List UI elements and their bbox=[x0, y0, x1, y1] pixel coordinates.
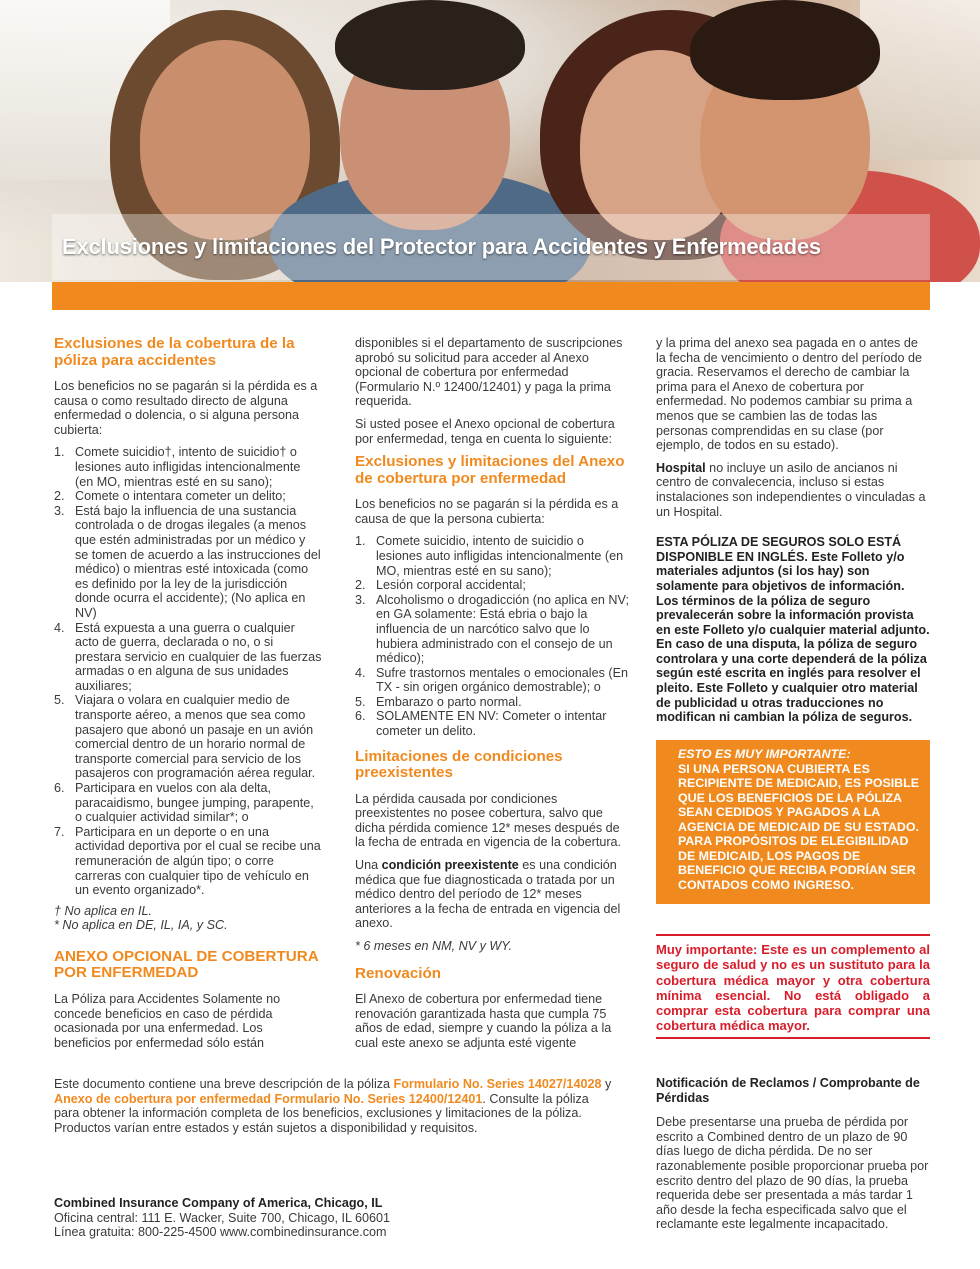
policy-description: Este documento contiene una breve descripción de la póliza Formulario No. Series 14027/14028 y Anexo de cobertura por enfermedad Formulario No. Series 12400/12401. Consulte la póliza para obtener la información completa de los beneficios, exclusiones y limitaciones de la póliza. Productos varían entre estados y están sujetos a disponibilidad y requisitos. bbox=[54, 1077, 612, 1135]
divider bbox=[656, 934, 930, 936]
hero-photo bbox=[0, 0, 980, 282]
claims-title: Notificación de Reclamos / Comprobante de Pérdidas bbox=[656, 1076, 920, 1105]
divider bbox=[656, 1037, 930, 1039]
paragraph: Una condición preexistente es una condición médica que fue diagnosticada o tratada por un médico dentro del período de 12* meses anteriores a la fecha de entrada en vigencia del anexo. bbox=[355, 858, 621, 931]
paragraph: El Anexo de cobertura por enfermedad tiene renovación garantizada hasta que cumpla 75 años de edad, siempre y cuando la póliza a la cual este anexo se adjunta esté vigente bbox=[355, 992, 612, 1050]
paragraph: Si usted posee el Anexo opcional de cobertura por enfermedad, tenga en cuenta lo siguiente: bbox=[355, 416, 615, 446]
footnote: * No aplica en DE, IL, IA, y SC. bbox=[54, 918, 228, 933]
notice-text: SI UNA PERSONA CUBIERTA ES RECIPIENTE DE MEDICAID, ES POSIBLE QUE LOS BENEFICIOS DE LA PÓLIZA SEAN CEDIDOS Y PAGADOS A LA AGENCIA DE MEDICAID DE SU ESTADO. PARA PROPÓSITOS DE ELEGIBILIDAD DE MEDICAID, LOS PAGOS DE BENEFICIO QUE RECIBA PODRÍAN SER CONTADOS COMO INGRESO. bbox=[678, 761, 919, 892]
list-item: 6. Participara en vuelos con ala delta, paracaidismo, bungee jumping, parapente, o cualquier actividad similar*; o bbox=[54, 781, 314, 825]
list-item: 6. SOLAMENTE EN NV: Cometer o intentar cometer un delito. bbox=[355, 709, 607, 739]
orange-bar bbox=[52, 282, 930, 310]
company-name: Combined Insurance Company of America, Chicago, IL bbox=[54, 1196, 383, 1210]
paragraph: Los beneficios no se pagarán si la pérdida es a causa de que la persona cubierta: bbox=[355, 497, 619, 526]
company-info bbox=[54, 1196, 614, 1240]
paragraph: La Póliza para Accidentes Solamente no concede beneficios en caso de pérdida ocasionada por una enfermedad. Los beneficios por enfermedad sólo están bbox=[54, 991, 281, 1050]
section-heading-renewal: Renovación bbox=[355, 964, 442, 982]
section-heading-preexisting: Limitaciones de condiciones preexistentes bbox=[355, 747, 563, 782]
list-item: 5. Viajara o volara en cualquier medio de transporte aéreo, a menos que sea como pasajero que abonó un pasaje en un avión comercial dentro de un horario normal de transporte comercial para servicio de los pasajeros con programación aérea regular. bbox=[54, 693, 316, 781]
exclusion-list bbox=[54, 445, 322, 897]
english-only-notice: ESTA PÓLIZA DE SEGUROS SOLO ESTÁ DISPONIBLE EN INGLÉS. Este Folleto y/o materiales adjuntos (si los hay) son solamente para objetivos de información. Los términos de la póliza de seguro prevalecerán sobre la información provista en este Folleto y/o cualquier material adjunto. En caso de una disputa, la póliza de seguro controlara y una corte dependerá de la póliza según esté escrita en inglés para resolver el pleito. Este Folleto y cualquier otro material de publicidad u otras traducciones no modifican ni cambian la póliza de seguros. bbox=[656, 535, 930, 725]
list-item: 7. Participara en un deporte o en una actividad deportiva por el cual se recibe una remuneración de algún tipo; o corre carreras con cualquier tipo de vehículo en un evento organizado*. bbox=[54, 824, 321, 898]
father-hair bbox=[335, 0, 525, 90]
column-3 bbox=[656, 336, 930, 733]
list-item: 2. Lesión corporal accidental; bbox=[355, 578, 526, 593]
list-item: 2. Comete o intentara cometer un delito; bbox=[54, 489, 286, 504]
list-item: 1. Comete suicidio, intento de suicidio o lesiones auto infligidas intencionalmente (en MO, mientras esté en su sano); bbox=[355, 534, 624, 578]
section-heading-rider-exclusions: Exclusiones y limitaciones del Anexo de cobertura por enfermedad bbox=[355, 453, 625, 487]
list-item: 4. Sufre trastornos mentales o emocionales (En TX - sin origen orgánico demostrable); o bbox=[355, 665, 628, 695]
section-heading-accident-exclusions: Exclusiones de la cobertura de la póliza para accidentes bbox=[54, 335, 295, 369]
list-item: 3. Alcoholismo o drogadicción (no aplica en NV; en GA solamente: Está ebria o bajo la influencia de un narcótico salvo que lo hubiera administrado con el consejo de un médico); bbox=[355, 592, 629, 666]
list-item: 4. Está expuesta a una guerra o cualquier acto de guerra, declarada o no, o si prestara servicio en cualquier de las fuerzas armadas o en alguna de sus unidades auxiliares; bbox=[54, 620, 322, 693]
paragraph: Los beneficios no se pagarán si la pérdida es a causa o como resultado directo de alguna enfermedad o dolencia, o si alguna persona cubierta: bbox=[54, 379, 318, 437]
exclusion-list bbox=[355, 534, 631, 738]
paragraph: y la prima del anexo sea pagada en o antes de la fecha de vencimiento o dentro del período de gracia. Reservamos el derecho de cambiar la prima para el Anexo de cobertura por enfermedad. No podemos cambiar su prima a menos que se cambien las de todas las personas comprendidas en su clase (por ejemplo, de todos en su estado). bbox=[656, 336, 923, 453]
notice-title: ESTO ES MUY IMPORTANTE: bbox=[678, 747, 851, 761]
page-title: Exclusiones y limitaciones del Protector para Accidentes y Enfermedades bbox=[62, 234, 821, 259]
claims-notice bbox=[656, 1076, 930, 1240]
footnote: † No aplica en IL. bbox=[54, 903, 153, 918]
footnote: * 6 meses en NM, NV y WY. bbox=[355, 939, 513, 953]
section-heading-optional-rider: ANEXO OPCIONAL DE COBERTURA POR ENFERMEDAD bbox=[54, 947, 319, 982]
important-red-notice: Muy importante: Este es un complemento al seguro de salud y no es un sustituto para la cobertura médica mayor y otra cobertura mínima esencial. No está obligado a comprar esta cobertura para comprar una cobertura médica mayor. bbox=[656, 942, 930, 1034]
list-item: 5. Embarazo o parto normal. bbox=[355, 694, 522, 709]
paragraph: Hospital no incluye un asilo de ancianos ni centro de convalecencia, incluso si estas instalaciones son independientes o vinculadas a un Hospital. bbox=[656, 460, 926, 519]
claims-text: Debe presentarse una prueba de pérdida por escrito a Combined dentro de un plazo de 90 días luego de dicha pérdida. De no ser razonablemente posible proporcionar prueba por escrito dentro del plazo de 90 días, la prueba requerida debe ser presentada a más tardar 1 año desde la fecha especificada salvo que el reclamante este legalmente incapacitado. bbox=[656, 1115, 929, 1232]
list-item: 3. Está bajo la influencia de una sustancia controlada o de drogas ilegales (a menos que estén administradas por un médico y se tomen de acuerdo a las instrucciones del médico) o mientras esté intoxicada (como es definido por la ley de la jurisdicción donde ocurra el accidente); (No aplica en NV) bbox=[54, 503, 321, 620]
medicaid-notice-box bbox=[656, 740, 930, 904]
list-item: 1. Comete suicidio†, intento de suicidio† o lesiones auto infligidas intencionalmente (en MO, mientras esté en su sano); bbox=[54, 445, 301, 489]
paragraph: La pérdida causada por condiciones preexistentes no posee cobertura, salvo que dicha pérdida comience 12* meses después de la fecha de entrada en vigencia de la cobertura. bbox=[355, 791, 622, 850]
office-address: Oficina central: 111 E. Wacker, Suite 700, Chicago, IL 60601 bbox=[54, 1210, 391, 1225]
window-background-right bbox=[860, 0, 980, 160]
column-2 bbox=[355, 336, 631, 1058]
column-1 bbox=[54, 336, 322, 1058]
paragraph: disponibles si el departamento de suscripciones aprobó su solicitud para acceder al Anexo opcional de cobertura por enfermedad (Formulario N.º 12400/12401) y paga la prima requerida. bbox=[355, 336, 623, 409]
boy-hair bbox=[690, 0, 880, 100]
phone-website: Línea gratuita: 800-225-4500 www.combinedinsurance.com bbox=[54, 1225, 387, 1240]
